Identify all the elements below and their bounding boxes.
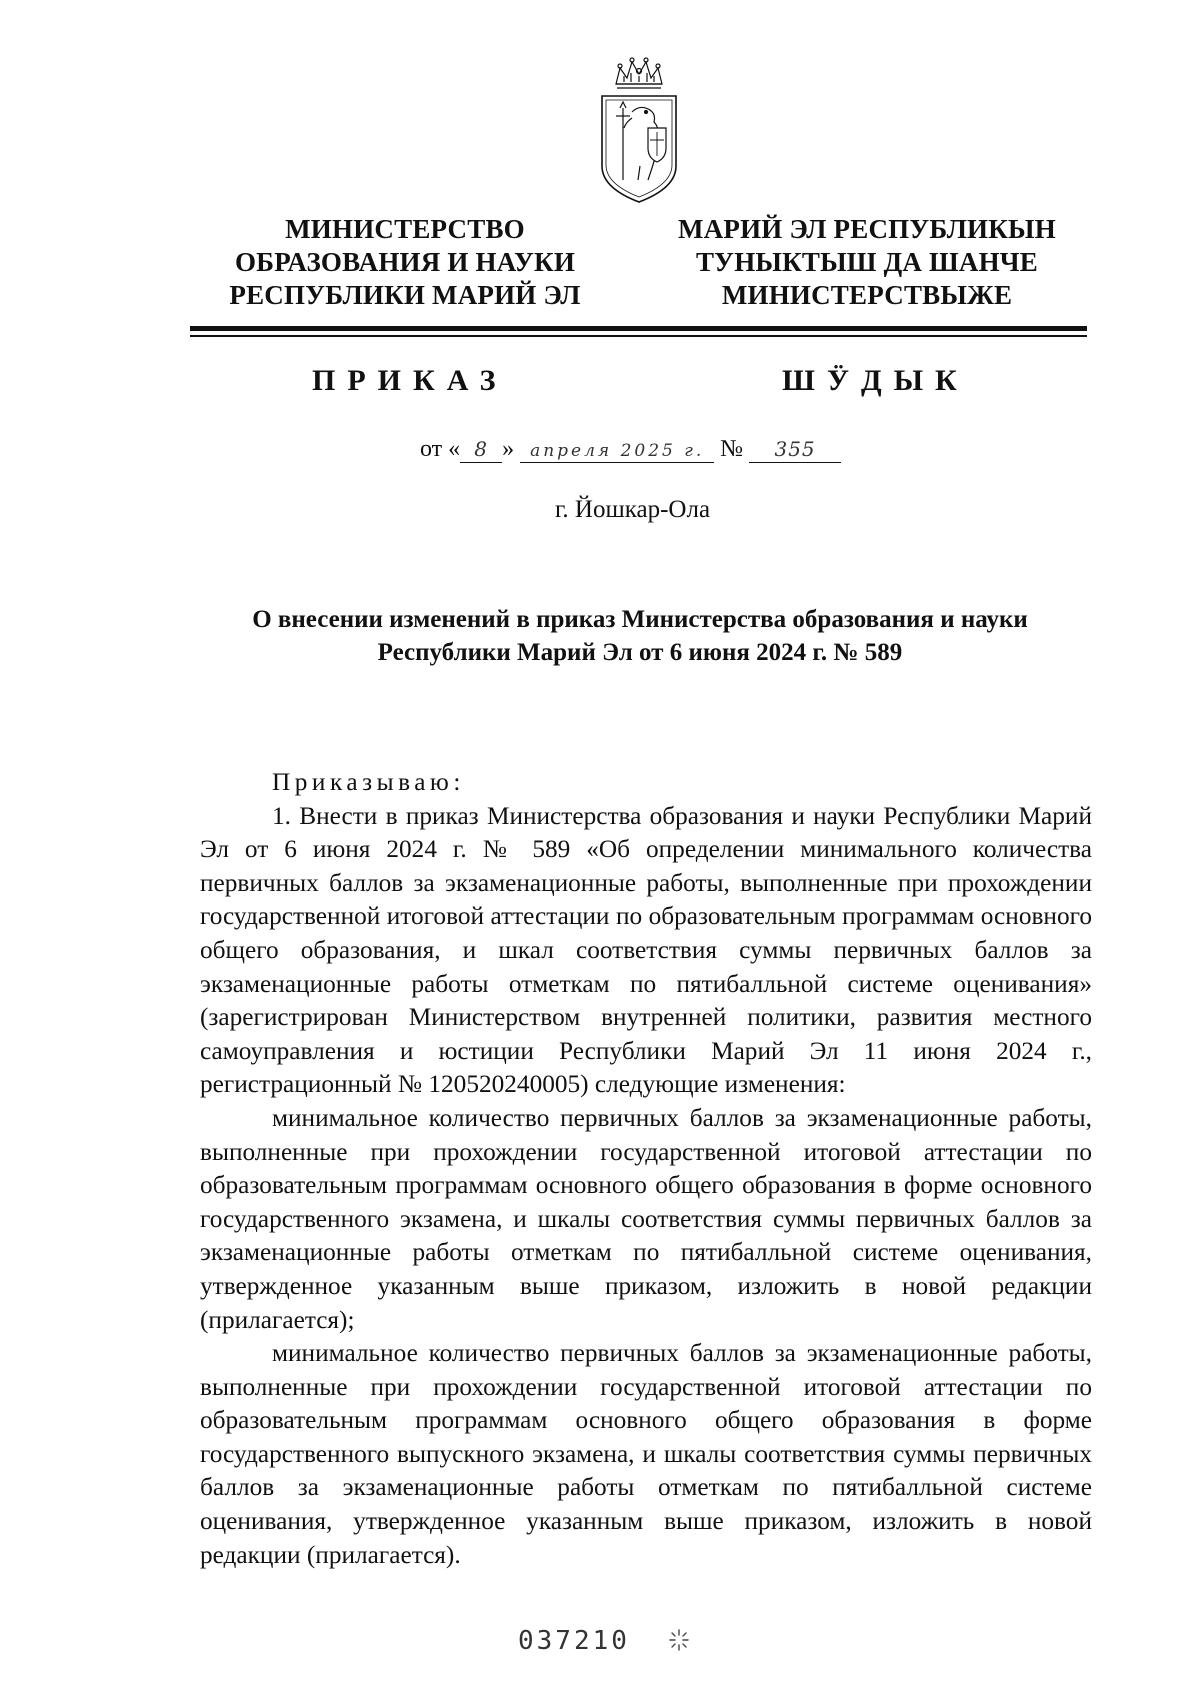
ministry-name-mari [662,213,1072,312]
order-day: 8 [460,437,502,463]
number-prefix: № [720,436,744,462]
order-intro: Приказываю: [272,768,465,796]
paragraph-1: 1. Внести в приказ Министерства образования и науки Республики Марий Эл от 6 июня 2024 г. № 589 «Об определении минимального количества первичных баллов за экзаменационные работы, выполненные при прохождении государственной итоговой аттестации по образовательным программам основного общего образования, и шкал соответствия суммы первичных баллов за экзаменационные работы отметкам по пятибалльной системе оценивания» (зарегистрирован Министерством внутренней политики, развития местного самоуправления и юстиции Республики Марий Эл 11 июня 2024 г., регистрационный № 120520240005) следующие изменения: [200,801,1092,1099]
city: г. Йошкар-Ола [555,496,711,523]
doctype-mari: ШӰДЫК [782,364,969,397]
ministry-ru-line3: РЕСПУБЛИКИ МАРИЙ ЭЛ [229,280,581,310]
order-month-year: апреля 2025 г. [520,441,714,463]
ministry-mari-line2: ТУНЫКТЫШ ДА ШАНЧЕ [695,247,1039,277]
doctype-russian: ПРИКАЗ [312,364,508,397]
date-mid: » [502,436,515,462]
ministry-ru-line2: ОБРАЗОВАНИЯ И НАУКИ [234,247,576,277]
ministry-name-russian [212,213,598,312]
order-number: 355 [749,437,841,463]
sparkle-icon [668,1628,690,1652]
ministry-ru-line1: МИНИСТЕРСТВО [285,214,525,244]
document-title [150,603,1130,669]
date-prefix: от « [420,436,461,462]
header-divider-thin [190,335,1087,337]
title-line1: О внесении изменений в приказ Министерства образования и науки [252,606,1028,633]
serial-number: 037210 [518,1626,630,1656]
paragraph-3: минимальное количество первичных баллов за экзаменационные работы, выполненные при прохождении государственной итоговой аттестации по образовательным программам основного общего образования в форме государственного выпускного экзамена, и шкалы соответствия суммы первичных баллов за экзаменационные работы отметкам по пятибалльной системе оценивания, утвержденное указанным выше приказом, изложить в новой редакции (прилагается). [200,1339,1092,1569]
ministry-mari-line3: МИНИСТЕРСТВЫЖЕ [721,280,1013,310]
coat-of-arms-icon [596,56,682,206]
ministry-mari-line1: МАРИЙ ЭЛ РЕСПУБЛИКЫН [678,214,1056,244]
order-date-number [420,436,841,470]
title-line2: Республики Марий Эл от 6 июня 2024 г. № 589 [377,639,903,666]
paragraph-2: минимальное количество первичных баллов за экзаменационные работы, выполненные при прохождении государственной итоговой аттестации по образовательным программам основного общего образования в форме основного государственного экзамена, и шкалы соответствия суммы первичных баллов за экзаменационные работы отметкам по пятибалльной системе оценивания, утвержденное указанным выше приказом, изложить в новой редакции (прилагается); [200,1103,1092,1334]
document-body [200,766,1092,1572]
header-divider-thick [190,326,1087,331]
